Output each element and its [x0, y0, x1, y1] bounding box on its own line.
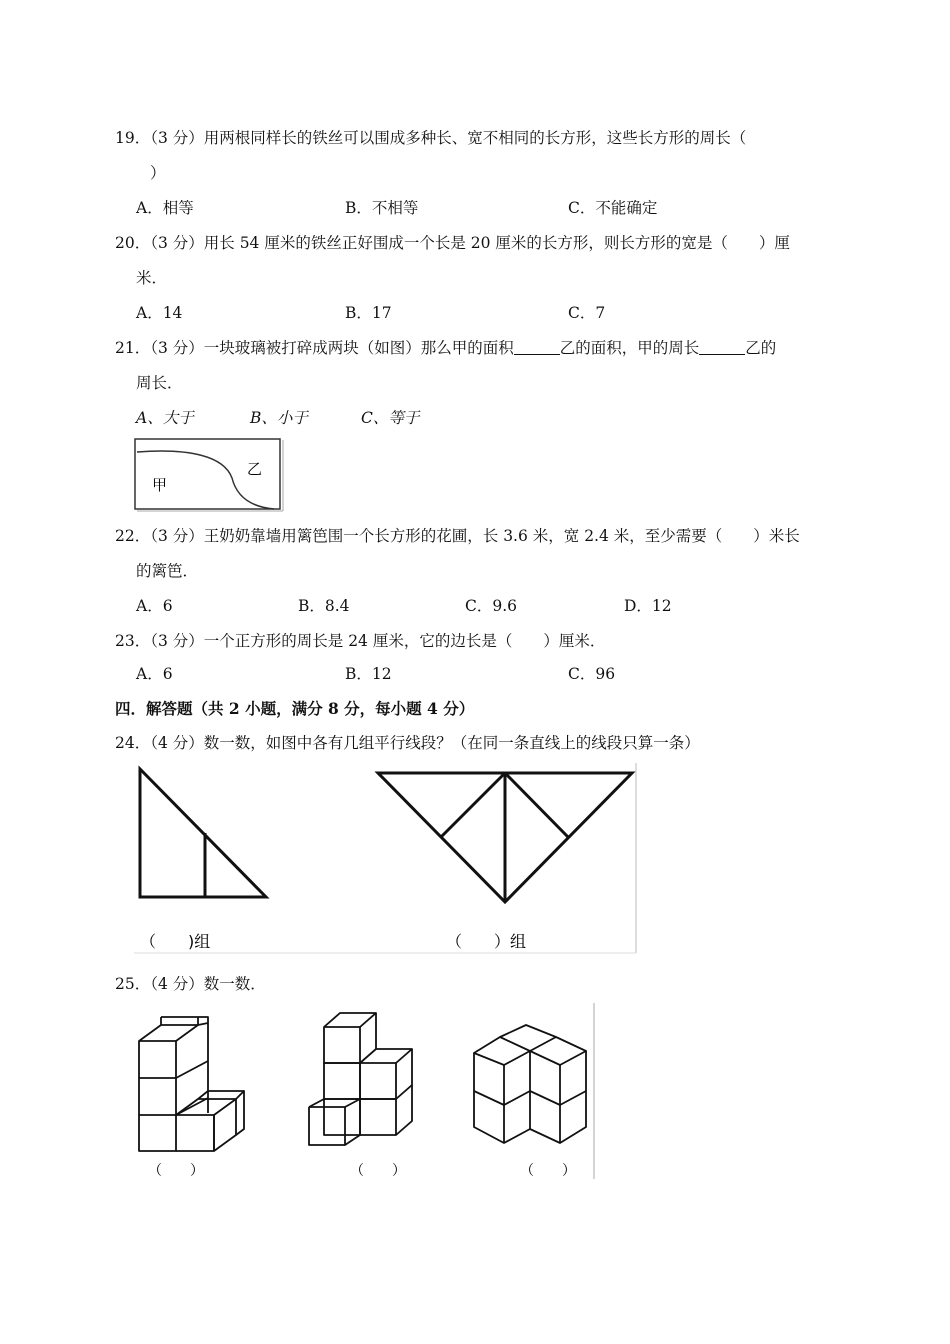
q21-stem-part3: 乙的: [745, 339, 777, 357]
q20-stem-cont: 米．: [136, 269, 168, 287]
q22-option-d: D．12: [624, 597, 672, 615]
q19-option-a: A．相等: [136, 199, 194, 217]
q20-option-a: A．14: [136, 304, 183, 322]
q25-cube-figure-a: [139, 1017, 244, 1151]
q21-stem: [115, 337, 776, 359]
q22-stem: 22．（3 分）王奶奶靠墙用篱笆围一个长方形的花圃，长 3.6 米，宽 2.4 米，至少需要（ ）米长: [115, 527, 800, 545]
q24-parallel-figure: [134, 763, 638, 955]
q25-cube-figure-c: [474, 1025, 586, 1143]
q24-stem: 24．（4 分）数一数，如图中各有几组平行线段？（在同一条直线上的线段只算一条）: [115, 734, 700, 752]
q23-option-c: C．96: [568, 665, 616, 683]
q24-left-triangle: [140, 769, 266, 897]
q22-option-a: A．6: [136, 597, 173, 615]
q21-option-a: A、大于: [136, 409, 194, 427]
q25-stem: 25．（4 分）数一数．: [115, 975, 266, 993]
q25-answer-a: （ ）: [148, 1163, 204, 1179]
q25-answer-c: （ ）: [520, 1163, 576, 1179]
q25-answer-b: （ ）: [350, 1163, 406, 1179]
section-heading: 四．解答题（共 2 小题，满分 8 分，每小题 4 分）: [115, 699, 475, 718]
q22-option-c: C．9.6: [465, 597, 518, 615]
q21-stem-part2: 乙的面积，甲的周长: [559, 339, 700, 357]
q21-blank-perimeter[interactable]: [699, 340, 745, 355]
q21-label-jia: 甲: [152, 476, 168, 494]
q19-option-b: B．不相等: [345, 199, 419, 217]
q21-blank-area[interactable]: [514, 340, 560, 355]
q22-option-b: B．8.4: [298, 597, 350, 615]
q24-answer-left: （ )组: [140, 932, 211, 951]
q19-stem: 19．（3 分）用两根同样长的铁丝可以围成多种长、宽不相同的长方形，这些长方形的周长（: [115, 129, 747, 147]
q19-option-c: C．不能确定: [568, 199, 658, 217]
q20-option-b: B．17: [345, 304, 392, 322]
q20-option-c: C．7: [568, 304, 606, 322]
q23-option-b: B．12: [345, 665, 392, 683]
q21-label-yi: 乙: [247, 460, 263, 478]
q21-stem-cont: 周长．: [136, 374, 183, 392]
q19-stem-cont: ）: [150, 164, 166, 182]
q21-option-b: B、小于: [250, 409, 308, 427]
q21-option-c: C、等于: [361, 409, 420, 427]
q23-stem: 23．（3 分）一个正方形的周长是 24 厘米，它的边长是（ ）厘米．: [115, 632, 606, 650]
q20-stem: 20．（3 分）用长 54 厘米的铁丝正好围成一个长是 20 厘米的长方形，则长方形的宽是（ ）厘: [115, 234, 790, 252]
q21-stem-part1: 21．（3 分）一块玻璃被打碎成两块（如图）那么甲的面积: [115, 339, 514, 357]
q23-option-a: A．6: [136, 665, 173, 683]
q21-glass-figure: [134, 438, 286, 512]
q22-stem-cont: 的篱笆．: [136, 562, 199, 580]
q24-right-inner-left: [441, 773, 505, 837]
q25-cube-figure-b: [309, 1013, 412, 1145]
q24-answer-right: （ ）组: [446, 932, 527, 951]
q24-right-inner-right: [505, 773, 568, 837]
q25-cubes-figure: [134, 1003, 596, 1181]
